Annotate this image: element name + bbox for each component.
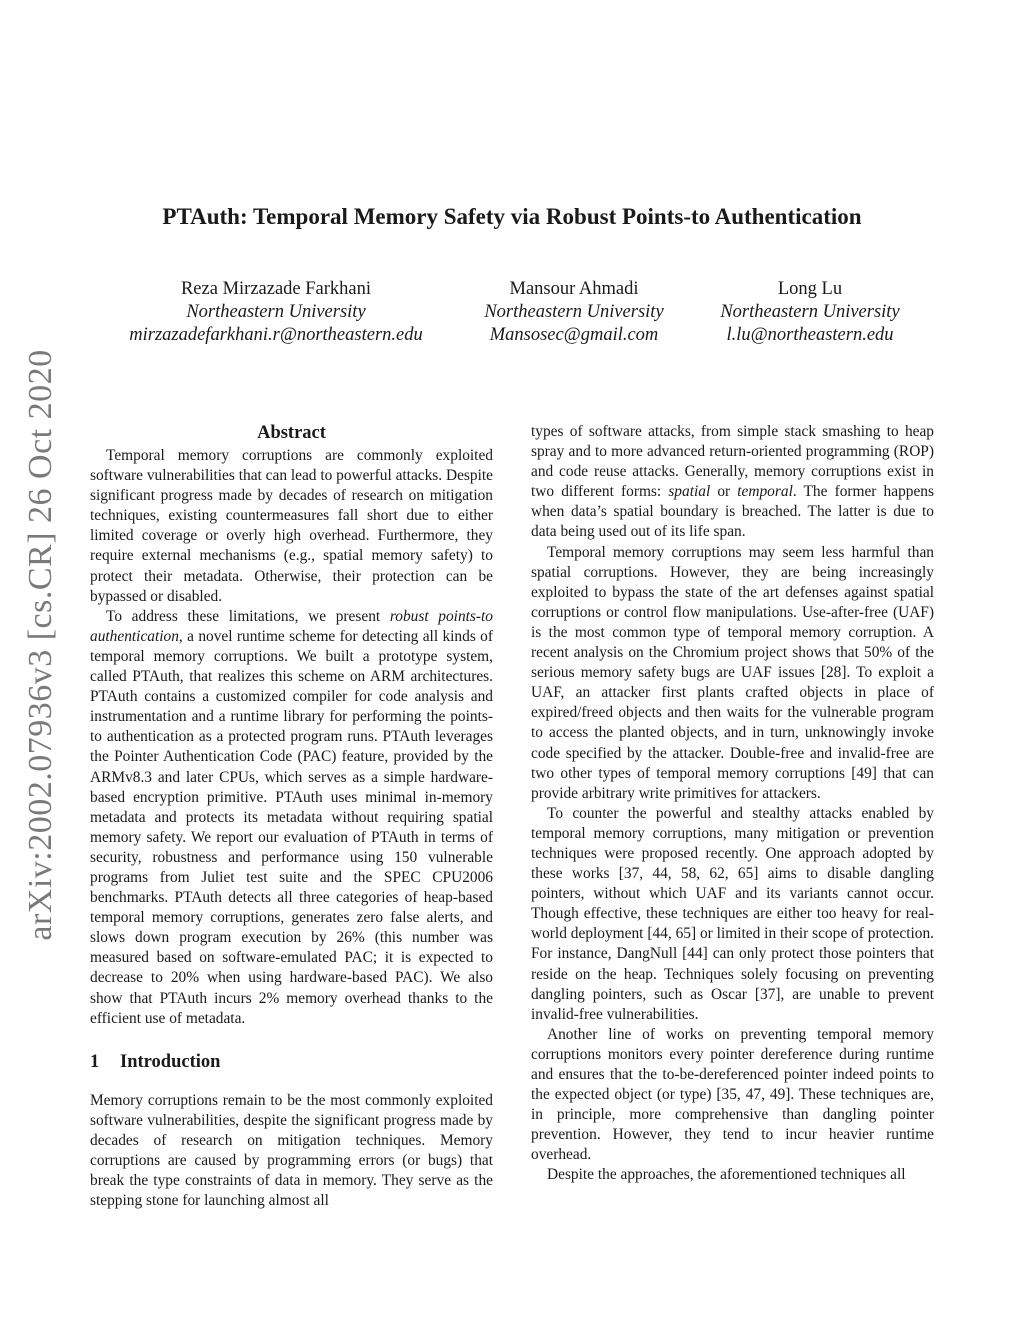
body-paragraph: To counter the powerful and stealthy attacks enabled by temporal memory corruptions, many mitigation or prevention techniques were proposed recently. One approach adopted by these works [37, 44, 58, 62, 65] aims to disable dangling pointers, without which UAF and its variants cannot occur. Though effective, these techniques are either too heavy for real-world deployment [44, 65] or limited in their scope of protection. For instance, DangNull [44] can only protect those pointers that reside on the heap. Techniques solely focusing on preventing dangling pointers, such as Oscar [37], are unable to prevent invalid-free vulnerabilities. bbox=[531, 804, 934, 1023]
author-affiliation: Northeastern University bbox=[484, 302, 664, 322]
emphasis-text: spatial bbox=[668, 483, 711, 501]
text-run: types of software attacks, from simple stack smashing to heap spray and to more advanced return-oriented programming (ROP) and code reuse attacks. Generally, memory corruptions exist in two different forms: bbox=[531, 423, 934, 501]
abstract-heading: Abstract bbox=[257, 423, 326, 443]
right-column bbox=[531, 422, 934, 1186]
abstract-paragraph: Temporal memory corruptions are commonly exploited software vulnerabilities that can lead to powerful attacks. Despite significant progress made by decades of research on mitigation techniques, existing countermeasures fall short due to either limited coverage or overly high overhead. Furthermore, they require external mechanisms (e.g., spatial memory safety) to protect their metadata. Otherwise, their protection can be bypassed or disabled. bbox=[90, 447, 494, 605]
arxiv-identifier-stamp: arXiv:2002.07936v3 [cs.CR] 26 Oct 2020 bbox=[22, 349, 59, 941]
author-email: l.lu@northeastern.edu bbox=[726, 325, 894, 345]
left-column bbox=[90, 422, 493, 1211]
author-block bbox=[700, 278, 920, 347]
abstract-paragraph bbox=[90, 607, 493, 1029]
text-run: . The former happens when data’s spatial boundary is breached. The latter is due to data being used out of its life span. bbox=[531, 483, 934, 541]
text-run: To address these limitations, we present bbox=[106, 607, 390, 625]
body-paragraph: Another line of works on preventing temporal memory corruptions monitors every pointer dereference during runtime and ensures that the to-be-dereferenced pointer indeed points to the expected object (or type) [35, 47, 49]. These techniques are, in principle, more comprehensive than dangling pointer prevention. However, they tend to incur heavier runtime overhead. bbox=[531, 1025, 934, 1164]
paper-title: PTAuth: Temporal Memory Safety via Robust Points-to Authentication bbox=[162, 204, 862, 229]
text-run: or bbox=[710, 483, 738, 501]
section-number: 1 bbox=[90, 1051, 100, 1072]
emphasis-text: temporal bbox=[737, 483, 793, 501]
emphasis-text: robust points-to authentication bbox=[90, 607, 493, 645]
author-email: mirzazadefarkhani.r@northeastern.edu bbox=[129, 325, 423, 345]
body-paragraph: Despite the approaches, the aforementioned techniques all bbox=[547, 1166, 906, 1184]
author-email: Mansosec@gmail.com bbox=[489, 325, 659, 345]
author-name: Reza Mirzazade Farkhani bbox=[180, 279, 372, 299]
body-paragraph: Memory corruptions remain to be the most commonly exploited software vulnerabilities, despite the significant progress made by decades of research on mitigation techniques. Memory corruptions are caused by programming errors (or bugs) that break the type constraints of data in memory. They serve as the stepping stone for launching almost all bbox=[90, 1091, 493, 1210]
author-affiliation: Northeastern University bbox=[720, 302, 900, 322]
body-paragraph: Temporal memory corruptions may seem less harmful than spatial corruptions. However, they are being increasingly exploited to bypass the state of the art defenses against spatial corruptions or control flow manipulations. Use-after-free (UAF) is the most common type of temporal memory corruption. A recent analysis on the Chromium project shows that 50% of the serious memory safety bugs are UAF issues [28]. To exploit a UAF, an attacker first plants crafted objects in place of expired/freed objects and then waits for the vulnerable program to access the planted objects, and in turn, unknowingly invoke code specified by the attacker. Double-free and invalid-free are two other types of temporal memory corruptions [49] that can provide arbitrary write primitives for attackers. bbox=[531, 543, 934, 802]
section-heading bbox=[90, 1051, 493, 1073]
author-name: Mansour Ahmadi bbox=[509, 279, 639, 299]
author-block bbox=[95, 278, 457, 347]
body-paragraph bbox=[531, 422, 934, 543]
section-title: Introduction bbox=[120, 1051, 221, 1072]
author-name: Long Lu bbox=[777, 279, 843, 299]
author-block bbox=[452, 278, 696, 347]
author-affiliation: Northeastern University bbox=[186, 302, 366, 322]
text-run: , a novel runtime scheme for detecting all kinds of temporal memory corruptions. We built a prototype system, called PTAuth, that realizes this scheme on ARM architectures. PTAuth contains a customized compiler for code analysis and instrumentation and a runtime library for performing the points-to authentication as a protected program runs. PTAuth leverages the Pointer Authentication Code (PAC) feature, provided by the ARMv8.3 and later CPUs, which serves as a simple hardware-based encryption primitive. PTAuth uses minimal in-memory metadata and protects its metadata without requiring spatial memory safety. We report our evaluation of PTAuth in terms of security, robustness and performance using 150 vulnerable programs from Juliet test suite and the SPEC CPU2006 benchmarks. PTAuth detects all three categories of heap-based temporal memory corruptions, generates zero false alerts, and slows down program execution by 26% (this number was measured based on software-emulated PAC; it is expected to decrease to 20% when using hardware-based PAC). We also show that PTAuth incurs 2% memory overhead thanks to the efficient use of metadata. bbox=[90, 627, 493, 1027]
